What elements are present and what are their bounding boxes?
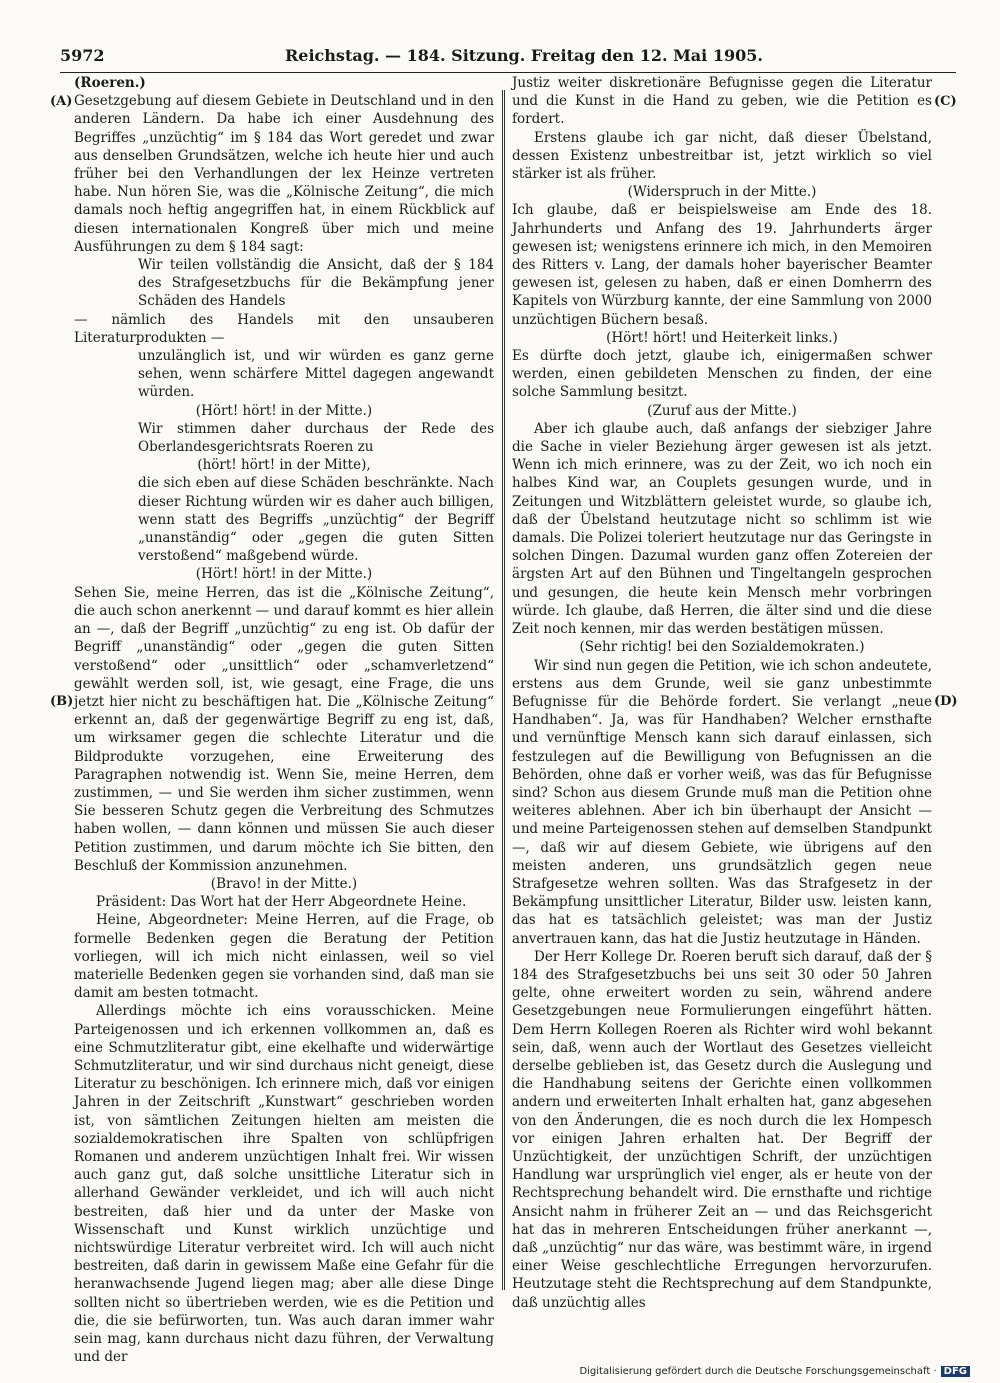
paragraph: (Widerspruch in der Mitte.)	[627, 184, 817, 201]
page-number: 5972	[60, 46, 105, 65]
paragraph: unzulänglich ist, und wir würden es ganz gerne sehen, wenn schärfere Mittel dagegen angewandt würden.	[138, 348, 494, 401]
paragraph: (Zuruf aus der Mitte.)	[647, 402, 797, 419]
paragraph: die sich eben auf diese Schäden beschränkte. Nach dieser Richtung würden wir es daher auch billigen, wenn statt des Begriffs „unzüchtig“ der Begriff „unanständig“ oder „gegen die guten Sitten verstoßend“ maßgebend würde.	[138, 475, 494, 565]
margin-label-c: (C)	[934, 94, 957, 109]
footer	[579, 1366, 970, 1377]
paragraph: Aber ich glaube auch, daß anfangs der siebziger Jahre die Sache in vieler Beziehung ärger gewesen ist als jetzt. Wenn ich mich erinnere, was zu der Zeit, wo ich noch ein halbes Kind war, an Couplets gesungen wurde, und in Zeitungen und Witzblättern geleistet wurde, so glaube ich, daß der Übelstand heutzutage nicht so schlimm ist wie damals. Die Polizei toleriert heutzutage nur das Geringste in solchen Dingen. Dazumal wurden ganz offen Zotereien der ärgsten Art auf den Bühnen und Tingeltangeln gesprochen und gesungen, die heute kein Mensch mehr vorbringen würde. Ich glaube, daß Herren, die älter sind und die diese Zeit noch kennen, mir das werden bestätigen müssen.	[512, 420, 932, 638]
margin-label-b: (B)	[50, 694, 74, 709]
paragraph: (Roeren.)	[74, 75, 146, 91]
paragraph: (Bravo! in der Mitte.)	[210, 875, 358, 892]
margin-label-a: (A)	[50, 94, 73, 109]
paragraph: (Hört! hört! und Heiterkeit links.)	[606, 329, 838, 346]
paragraph: (Hört! hört! in der Mitte.)	[195, 566, 373, 583]
paragraph: Präsident: Das Wort hat der Herr Abgeordnete Heine.	[96, 894, 467, 911]
footer-credit: Digitalisierung gefördert durch die Deutsche Forschungsgemeinschaft ·	[579, 1366, 937, 1377]
paragraph: (Sehr richtig! bei den Sozialdemokraten.)	[579, 639, 865, 656]
column-divider	[502, 90, 505, 1290]
paragraph: Allerdings möchte ich eins vorausschicken. Meine Parteigenossen und ich erkennen vollkommen an, daß es eine Schmutzliteratur gibt, eine ekelhafte und widerwärtige Schmutzliteratur, und wir sind durchaus nicht geneigt, diese Literatur zu beschönigen. Ich erinnere mich, daß vor einigen Jahren in der Zeitschrift „Kunstwart“ geschrieben worden ist, von sämtlichen Zeitungen hielten am meisten die sozialdemokratischen ihre Spalten von schlüpfrigen Romanen und anderem unzüchtigen Inhalt frei. Wir wissen auch ganz gut, daß solche unsittliche Literatur sich in allerhand Gewänder verkleidet, und ich will auch nicht bestreiten, daß hier und da unter der Maske von Wissenschaft und Kunst wirklich unzüchtige und nichtswürdige Literatur verbreitet wird. Ich will auch nicht bestreiten, daß darin in gewissem Maße eine Gefahr für die heranwachsende Jugend liegen mag; aber alle diese Dinge sollten nicht so übertrieben werden, wie es die Petition und die, die sie befürworten, tun. Was auch daran immer wahr sein mag, kann durchaus nicht dazu führen, der Verwaltung und der	[74, 1003, 494, 1366]
paragraph: Wir stimmen daher durchaus der Rede des Oberlandesgerichtsrats Roeren zu	[138, 420, 494, 456]
paragraph: Erstens glaube ich gar nicht, daß dieser Übelstand, dessen Existenz unbestreitbar ist, jetzt wirklich so viel stärker ist als früher.	[512, 129, 932, 183]
paragraph: Ich glaube, daß er beispielsweise am Ende des 18. Jahrhunderts und Anfang des 19. Jahrhunderts ärger gewesen ist; wenigstens erinnere ich mich, in den Memoiren des Ritters v. Lang, der damals hoher bayerischer Beamter gewesen ist, gelesen zu haben, daß er einen Domherrn des Kapitels von Würzburg kannte, der eine Sammlung von 2000 unzüchtigen Büchern besaß.	[512, 202, 932, 328]
paragraph: Wir sind nun gegen die Petition, wie ich schon andeutete, erstens aus dem Grunde, weil sie ganz unbestimmte Befugnisse für die Behörde fordert. Sie verlangt „neue Handhaben“. Ja, was für Handhaben? Welcher ernsthafte und vernünftige Mensch kann sich darauf einlassen, sich festzulegen auf die Bewilligung von Befugnissen an die Behörden, ohne daß er vorher weiß, was das für Befugnisse sind? Schon aus diesem Grunde muß man die Petition ohne weiteres ablehnen. Aber ich bin überhaupt der Ansicht — und meine Parteigenossen stehen auf demselben Standpunkt —, daß wir auf diesem Gebiete, wie übrigens auf den meisten anderen, uns grundsätzlich gegen neue Strafgesetze wehren sollten. Was das Strafgesetz in der Bekämpfung unsittlicher Literatur, Bilder usw. leisten kann, das hat es tatsächlich geleistet; was man der Justiz anvertrauen kann, das hat die Justiz heutzutage in Händen.	[512, 657, 932, 947]
dfg-logo: DFG	[941, 1366, 970, 1377]
paragraph: Heine, Abgeordneter: Meine Herren, auf die Frage, ob formelle Bedenken gegen die Beratung der Petition vorliegen, will ich mich nicht einlassen, weil so viel materielle Bedenken gegen sie vorhanden sind, daß man sie damit am besten totmacht.	[74, 912, 494, 1002]
left-column	[74, 74, 494, 1366]
paragraph: Der Herr Kollege Dr. Roeren beruft sich darauf, daß der § 184 des Strafgesetzbuchs bei uns seit 30 oder 50 Jahren gelte, ohne erweitert worden zu sein, während andere Gesetzgebungen neue Formulierungen eingeführt hätten. Dem Herrn Kollegen Roeren als Richter wird wohl bekannt sein, daß, wenn auch der Wortlaut des Gesetzes vielleicht derselbe geblieben ist, das Gesetz durch die Auslegung und die Handhabung seitens der Gerichte einen vollkommen andern und erweiterten Inhalt erhalten hat, ganz abgesehen von den Änderungen, die es noch durch die lex Hompesch vor einigen Jahren erhalten hat. Der Begriff der Unzüchtigkeit, der unzüchtigen Schrift, der unzüchtigen Handlung war ursprünglich viel enger, als er heute von der Rechtsprechung behandelt wird. Die ernsthafte und richtige Ansicht nahm in früherer Zeit an — und das Reichsgericht hat das in mehreren Entscheidungen früher anerkannt —, daß „unzüchtig“ nur das wäre, was bestimmt wäre, in irgend einer Weise geschlechtliche Erregungen hervorzurufen. Heutzutage steht die Rechtsprechung auf dem Standpunkte, daß unzüchtig alles	[512, 948, 932, 1311]
margin-label-d: (D)	[934, 694, 958, 709]
paragraph: (hört! hört! in der Mitte),	[197, 457, 371, 474]
header-rule	[60, 72, 956, 73]
paragraph: Wir teilen vollständig die Ansicht, daß der § 184 des Strafgesetzbuchs für die Bekämpfung jener Schäden des Handels	[138, 257, 494, 310]
right-column	[512, 74, 932, 1311]
paragraph: Es dürfte doch jetzt, glaube ich, einigermaßen schwer werden, einen gebildeten Menschen zu finden, der eine solche Sammlung besitzt.	[512, 348, 932, 401]
paragraph: Gesetzgebung auf diesem Gebiete in Deutschland und in den anderen Ländern. Da habe ich einer Ausdehnung des Begriffes „unzüchtig“ im § 184 das Wort geredet und zwar aus denselben Grundsätzen, welche ich heute hier und auch früher bei den Verhandlungen der lex Heinze vertreten habe. Nun hören Sie, was die „Kölnische Zeitung“, die mich damals noch heftig angegriffen hat, in einem Rückblick auf diesen internationalen Kongreß über mich und meine Ausführungen zu dem § 184 sagt:	[74, 93, 494, 255]
paragraph: — nämlich des Handels mit den unsauberen Literaturprodukten —	[74, 311, 494, 346]
paragraph: Justiz weiter diskretionäre Befugnisse gegen die Literatur und die Kunst in die Hand zu geben, wie die Petition es fordert.	[512, 75, 932, 128]
page-title: Reichstag. — 184. Sitzung. Freitag den 12. Mai 1905.	[285, 46, 763, 65]
page-header	[60, 44, 960, 70]
paragraph: Sehen Sie, meine Herren, das ist die „Kölnische Zeitung“, die auch schon anerkennt — und darauf kommt es hier allein an —, daß der Begriff „unzüchtig“ zu eng ist. Ob dafür der Begriff „unanständig“ oder „gegen die guten Sitten verstoßend“ oder „unsittlich“ oder „schamverletzend“ gewählt werden soll, ist, wie gesagt, eine Frage, die uns jetzt hier nicht zu beschäftigen hat. Die „Kölnische Zeitung“ erkennt an, daß der gegenwärtige Begriff zu eng ist, daß, um wirksamer gegen die schlechte Literatur und die Bildprodukte vorzugehen, eine Erweiterung des Paragraphen notwendig ist. Wenn Sie, meine Herren, dem zustimmen, — und Sie werden ihm sicher zustimmen, wenn Sie besseren Schutz gegen die Verbreitung des Schmutzes haben wollen, — dann können und müssen Sie auch dieser Petition zustimmen, und darum möchte ich Sie bitten, den Beschluß der Kommission anzunehmen.	[74, 584, 494, 874]
paragraph: (Hört! hört! in der Mitte.)	[195, 402, 373, 419]
